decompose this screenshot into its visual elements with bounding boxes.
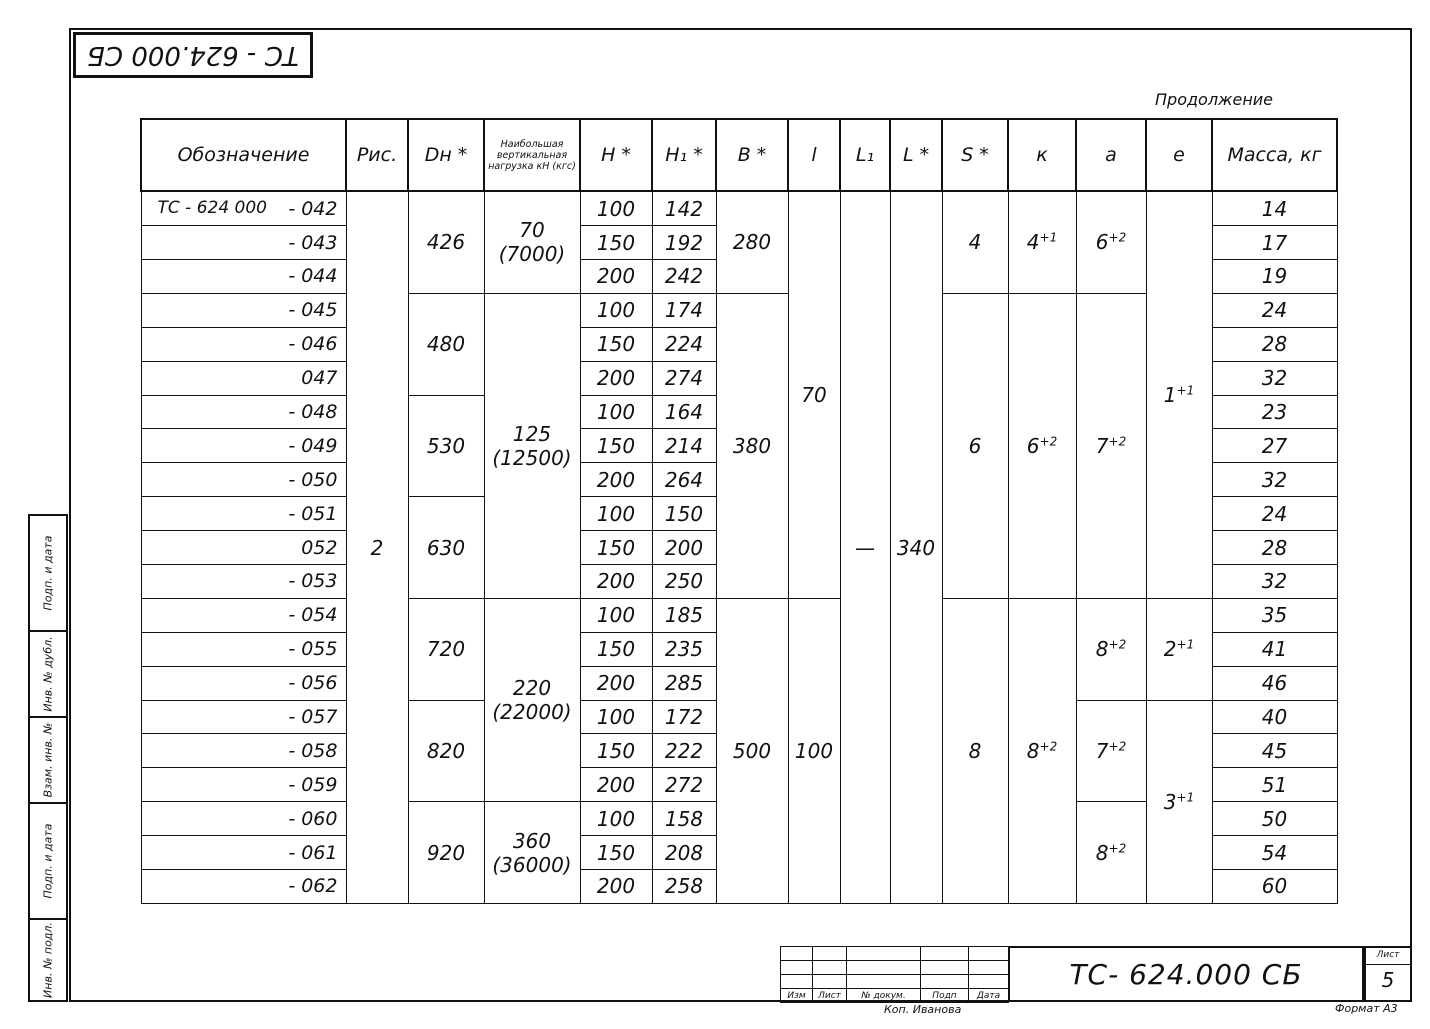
e-cell: $2^{+1}$ xyxy=(1146,598,1212,700)
a-cell: $6^{+2}$ xyxy=(1076,191,1146,293)
mass-cell: 50 xyxy=(1212,802,1337,836)
header-l: l xyxy=(788,119,840,191)
h-cell: 100 xyxy=(580,395,652,429)
h1-cell: 164 xyxy=(652,395,716,429)
designation-cell: - 061 xyxy=(141,836,346,870)
header-h1: H₁ * xyxy=(652,119,716,191)
h1-cell: 174 xyxy=(652,293,716,327)
h1-cell: 158 xyxy=(652,802,716,836)
l1-cell: — xyxy=(840,191,890,904)
h-cell: 100 xyxy=(580,700,652,734)
col-label: Изм xyxy=(781,989,813,1003)
load-cell: 360 (36000) xyxy=(484,802,580,904)
sheet-label: Лист xyxy=(1366,950,1410,965)
mass-cell: 32 xyxy=(1212,463,1337,497)
h-cell: 100 xyxy=(580,497,652,531)
side-cell: Инв. № подл. xyxy=(28,918,68,1002)
h1-cell: 150 xyxy=(652,497,716,531)
header-b: B * xyxy=(716,119,788,191)
load-cell xyxy=(484,191,580,293)
h-cell: 100 xyxy=(580,598,652,632)
side-cell: Подп. и дата xyxy=(28,802,68,920)
load-kgs: (7000) xyxy=(498,242,566,267)
col-label: Лист xyxy=(813,989,847,1003)
side-cell: Инв. № дубл. xyxy=(28,630,68,718)
h-cell: 100 xyxy=(580,293,652,327)
h-cell: 150 xyxy=(580,226,652,260)
h-cell: 150 xyxy=(580,531,652,565)
designation-cell: - 050 xyxy=(141,463,346,497)
mass-cell: 24 xyxy=(1212,293,1337,327)
h1-cell: 250 xyxy=(652,564,716,598)
h1-cell: 172 xyxy=(652,700,716,734)
header-designation: Обозначение xyxy=(141,119,346,191)
mass-cell: 28 xyxy=(1212,531,1337,565)
fig-cell: 2 xyxy=(346,191,408,904)
mass-cell: 45 xyxy=(1212,734,1337,768)
s-cell: 8 xyxy=(942,598,1008,903)
h1-cell: 192 xyxy=(652,226,716,260)
dn-cell: 720 xyxy=(408,598,484,700)
designation-cell: - 054 xyxy=(141,598,346,632)
h1-cell: 200 xyxy=(652,531,716,565)
header-h: H * xyxy=(580,119,652,191)
h1-cell: 142 xyxy=(652,191,716,226)
a-cell: $8^{+2}$ xyxy=(1076,802,1146,904)
col-label: № докум. xyxy=(847,989,921,1003)
dn-cell: 530 xyxy=(408,395,484,497)
h-cell: 200 xyxy=(580,463,652,497)
designation-cell: - 056 xyxy=(141,666,346,700)
L-cell: 340 xyxy=(890,191,942,904)
h1-cell: 258 xyxy=(652,869,716,903)
h-cell: 200 xyxy=(580,666,652,700)
designation-cell: - 058 xyxy=(141,734,346,768)
title-block-grid xyxy=(780,946,1009,1003)
dn-cell: 920 xyxy=(408,802,484,904)
h1-cell: 224 xyxy=(652,327,716,361)
mass-cell: 17 xyxy=(1212,226,1337,260)
col-label: Дата xyxy=(969,989,1009,1003)
designation-cell: - 062 xyxy=(141,869,346,903)
h1-cell: 208 xyxy=(652,836,716,870)
mass-cell: 32 xyxy=(1212,564,1337,598)
dn-cell: 480 xyxy=(408,293,484,395)
mass-cell: 40 xyxy=(1212,700,1337,734)
designation-suffix: - 042 xyxy=(288,197,338,220)
mass-cell: 32 xyxy=(1212,361,1337,395)
designation-cell: - 045 xyxy=(141,293,346,327)
h1-cell: 274 xyxy=(652,361,716,395)
k-cell: $4^{+1}$ xyxy=(1008,191,1076,293)
h1-cell: 214 xyxy=(652,429,716,463)
h-cell: 150 xyxy=(580,734,652,768)
mass-cell: 14 xyxy=(1212,191,1337,226)
mass-cell: 19 xyxy=(1212,259,1337,293)
base-designation: ТС - 624 000 xyxy=(157,197,267,218)
b-cell: 280 xyxy=(716,191,788,293)
header-fig: Рис. xyxy=(346,119,408,191)
header-load: Наибольшая вертикальная нагрузка кН (кгс) xyxy=(484,119,580,191)
table-row xyxy=(141,191,1337,226)
sheet-number: 5 xyxy=(1381,968,1395,992)
mass-cell: 28 xyxy=(1212,327,1337,361)
designation-cell: - 049 xyxy=(141,429,346,463)
k-cell: $8^{+2}$ xyxy=(1008,598,1076,903)
h-cell: 150 xyxy=(580,327,652,361)
dn-cell: 426 xyxy=(408,191,484,293)
h1-cell: 185 xyxy=(652,598,716,632)
mass-cell: 51 xyxy=(1212,768,1337,802)
col-label: Подп xyxy=(921,989,969,1003)
h1-cell: 264 xyxy=(652,463,716,497)
s-cell: 4 xyxy=(942,191,1008,293)
h-cell: 150 xyxy=(580,429,652,463)
paper-format: Формат А3 xyxy=(1335,1002,1398,1015)
b-cell: 500 xyxy=(716,598,788,903)
load-kn: 70 xyxy=(519,218,545,243)
designation-cell: - 060 xyxy=(141,802,346,836)
h-cell: 150 xyxy=(580,632,652,666)
header-k: к xyxy=(1008,119,1076,191)
stamp-code: ТС - 624.000 СБ xyxy=(87,40,299,70)
b-cell: 380 xyxy=(716,293,788,598)
designation-cell: - 055 xyxy=(141,632,346,666)
l-cell: 70 xyxy=(788,191,840,598)
dn-cell: 630 xyxy=(408,497,484,599)
designation-cell: 052 xyxy=(141,531,346,565)
l-cell: 100 xyxy=(788,598,840,903)
header-l1: L₁ xyxy=(840,119,890,191)
load-cell: 220 (22000) xyxy=(484,598,580,801)
side-cell: Взам. инв. № xyxy=(28,716,68,804)
h-cell: 200 xyxy=(580,361,652,395)
h-cell: 100 xyxy=(580,191,652,226)
designation-cell: - 044 xyxy=(141,259,346,293)
mass-cell: 60 xyxy=(1212,869,1337,903)
e-cell: $3^{+1}$ xyxy=(1146,700,1212,903)
header-e: e xyxy=(1146,119,1212,191)
continuation-label: Продолжение xyxy=(1155,90,1274,109)
sheet-box xyxy=(1364,946,1412,1002)
designation-cell: 047 xyxy=(141,361,346,395)
a-cell: $7^{+2}$ xyxy=(1076,700,1146,802)
mass-cell: 24 xyxy=(1212,497,1337,531)
mass-cell: 27 xyxy=(1212,429,1337,463)
dn-cell: 820 xyxy=(408,700,484,802)
designation-cell: - 053 xyxy=(141,564,346,598)
mass-cell: 35 xyxy=(1212,598,1337,632)
load-cell: 125 (12500) xyxy=(484,293,580,598)
designation-cell: - 048 xyxy=(141,395,346,429)
h-cell: 100 xyxy=(580,802,652,836)
h1-cell: 222 xyxy=(652,734,716,768)
h1-cell: 242 xyxy=(652,259,716,293)
header-row xyxy=(141,119,1337,191)
mass-cell: 46 xyxy=(1212,666,1337,700)
h-cell: 200 xyxy=(580,259,652,293)
side-cell: Подп. и дата xyxy=(28,514,68,632)
table-row xyxy=(141,598,1337,632)
h1-cell: 272 xyxy=(652,768,716,802)
header-a: a xyxy=(1076,119,1146,191)
header-dn: Dн * xyxy=(408,119,484,191)
a-cell: $8^{+2}$ xyxy=(1076,598,1146,700)
designation-cell: - 059 xyxy=(141,768,346,802)
h-cell: 150 xyxy=(580,836,652,870)
header-L: L * xyxy=(890,119,942,191)
a-cell: $7^{+2}$ xyxy=(1076,293,1146,598)
k-cell: $6^{+2}$ xyxy=(1008,293,1076,598)
designation-cell: - 051 xyxy=(141,497,346,531)
e-cell: $1^{+1}$ xyxy=(1146,191,1212,598)
mass-cell: 54 xyxy=(1212,836,1337,870)
designation-cell: - 057 xyxy=(141,700,346,734)
spec-table xyxy=(140,118,1338,904)
mass-cell: 41 xyxy=(1212,632,1337,666)
h-cell: 200 xyxy=(580,869,652,903)
top-left-stamp xyxy=(73,32,313,78)
designation-cell xyxy=(141,191,346,226)
header-s: S * xyxy=(942,119,1008,191)
title-block xyxy=(780,946,1412,1002)
h-cell: 200 xyxy=(580,564,652,598)
document-code: ТС- 624.000 СБ xyxy=(1008,946,1364,1002)
header-mass: Масса, кг xyxy=(1212,119,1337,191)
side-stamp xyxy=(28,514,68,1002)
mass-cell: 23 xyxy=(1212,395,1337,429)
s-cell: 6 xyxy=(942,293,1008,598)
copied-by: Коп. Иванова xyxy=(884,1003,962,1016)
designation-cell: - 046 xyxy=(141,327,346,361)
h1-cell: 235 xyxy=(652,632,716,666)
h1-cell: 285 xyxy=(652,666,716,700)
designation-cell: - 043 xyxy=(141,226,346,260)
h-cell: 200 xyxy=(580,768,652,802)
